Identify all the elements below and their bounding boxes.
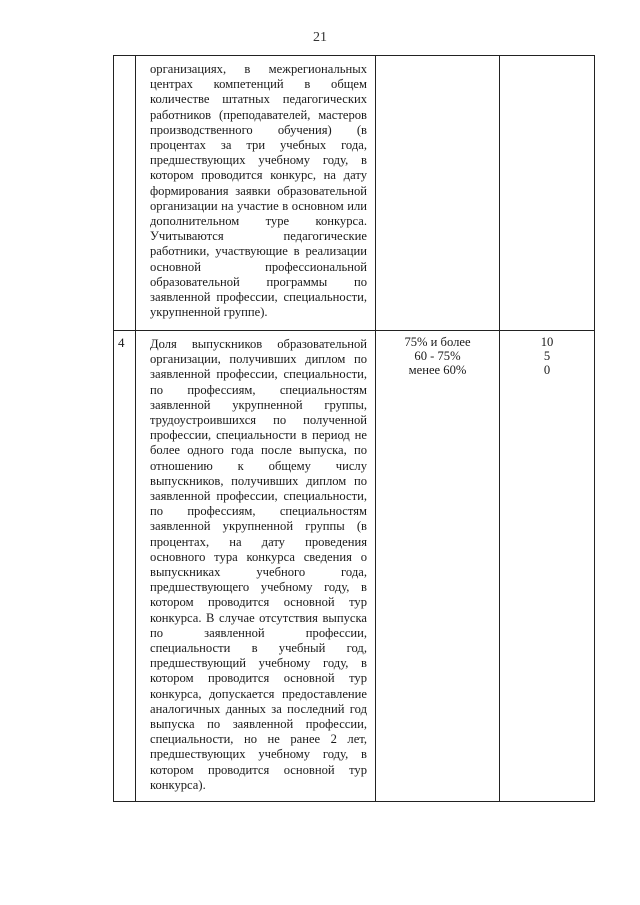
criterion-points: 10: [540, 335, 554, 349]
criterion-description: организациях, в межрегиональных центрах компетенций в общем количестве штатных педагогических работников (преподавателей, мастеров производственного обучения) (в процентах за три учебных года, предшествующих учебному году, в котором проводится конкурс, на дату формирования заявки образовательной организации на участие в основном или дополнительном туре конкурса. Учитываются педагогические работники, участвующие в реализации основной профессиональной образовательной программы по заявленной профессии, специальности, укрупненной группе).: [150, 62, 367, 320]
criterion-points-list: [500, 331, 594, 377]
row-number-cell: [114, 56, 136, 331]
criterion-value: 75% и более: [404, 335, 471, 349]
row-number: [114, 56, 135, 60]
criterion-values-list: [376, 331, 499, 377]
row-number: 4: [118, 335, 125, 350]
table-row: [114, 56, 595, 331]
table-row: [114, 331, 595, 802]
page-number: 21: [313, 30, 327, 45]
criterion-description: Доля выпускников образовательной организации, получивших диплом по заявленной профессии, специальности, по профессиям, специальностям заявленной укрупненной группы, трудоустроившихся по полученной профессии, специальности в период не более одного года после выпуска, по отношению к общему числу выпускников, получивших диплом по заявленной профессии, специальности, по профессиям, специальностям заявленной укрупненной группы (в процентах, на дату проведения основного тура конкурса сведения о выпускниках учебного года, предшествующего учебному году, в котором проводится основной тур конкурса. В случае отсутствия выпуска по заявленной профессии, специальности в учебный год, предшествующий учебному году, в котором проводится основной тур конкурса, допускается предоставление аналогичных данных за последний год выпуска по заявленной профессии, специальности, но не ранее 2 лет, предшествующих учебному году, в котором проводится основной тур конкурса).: [150, 337, 367, 792]
criteria-table: [113, 55, 595, 802]
criterion-description-cell: [136, 331, 376, 802]
criterion-points-cell: [500, 56, 595, 331]
criterion-value: менее 60%: [408, 363, 467, 377]
criterion-points-cell: [500, 331, 595, 802]
criterion-values-cell: [376, 56, 500, 331]
criterion-points: 5: [543, 349, 551, 363]
criterion-values-cell: [376, 331, 500, 802]
criterion-value: 60 - 75%: [414, 349, 461, 363]
row-number-cell: [114, 331, 136, 802]
criterion-description-cell: [136, 56, 376, 331]
criterion-points: 0: [543, 363, 551, 377]
